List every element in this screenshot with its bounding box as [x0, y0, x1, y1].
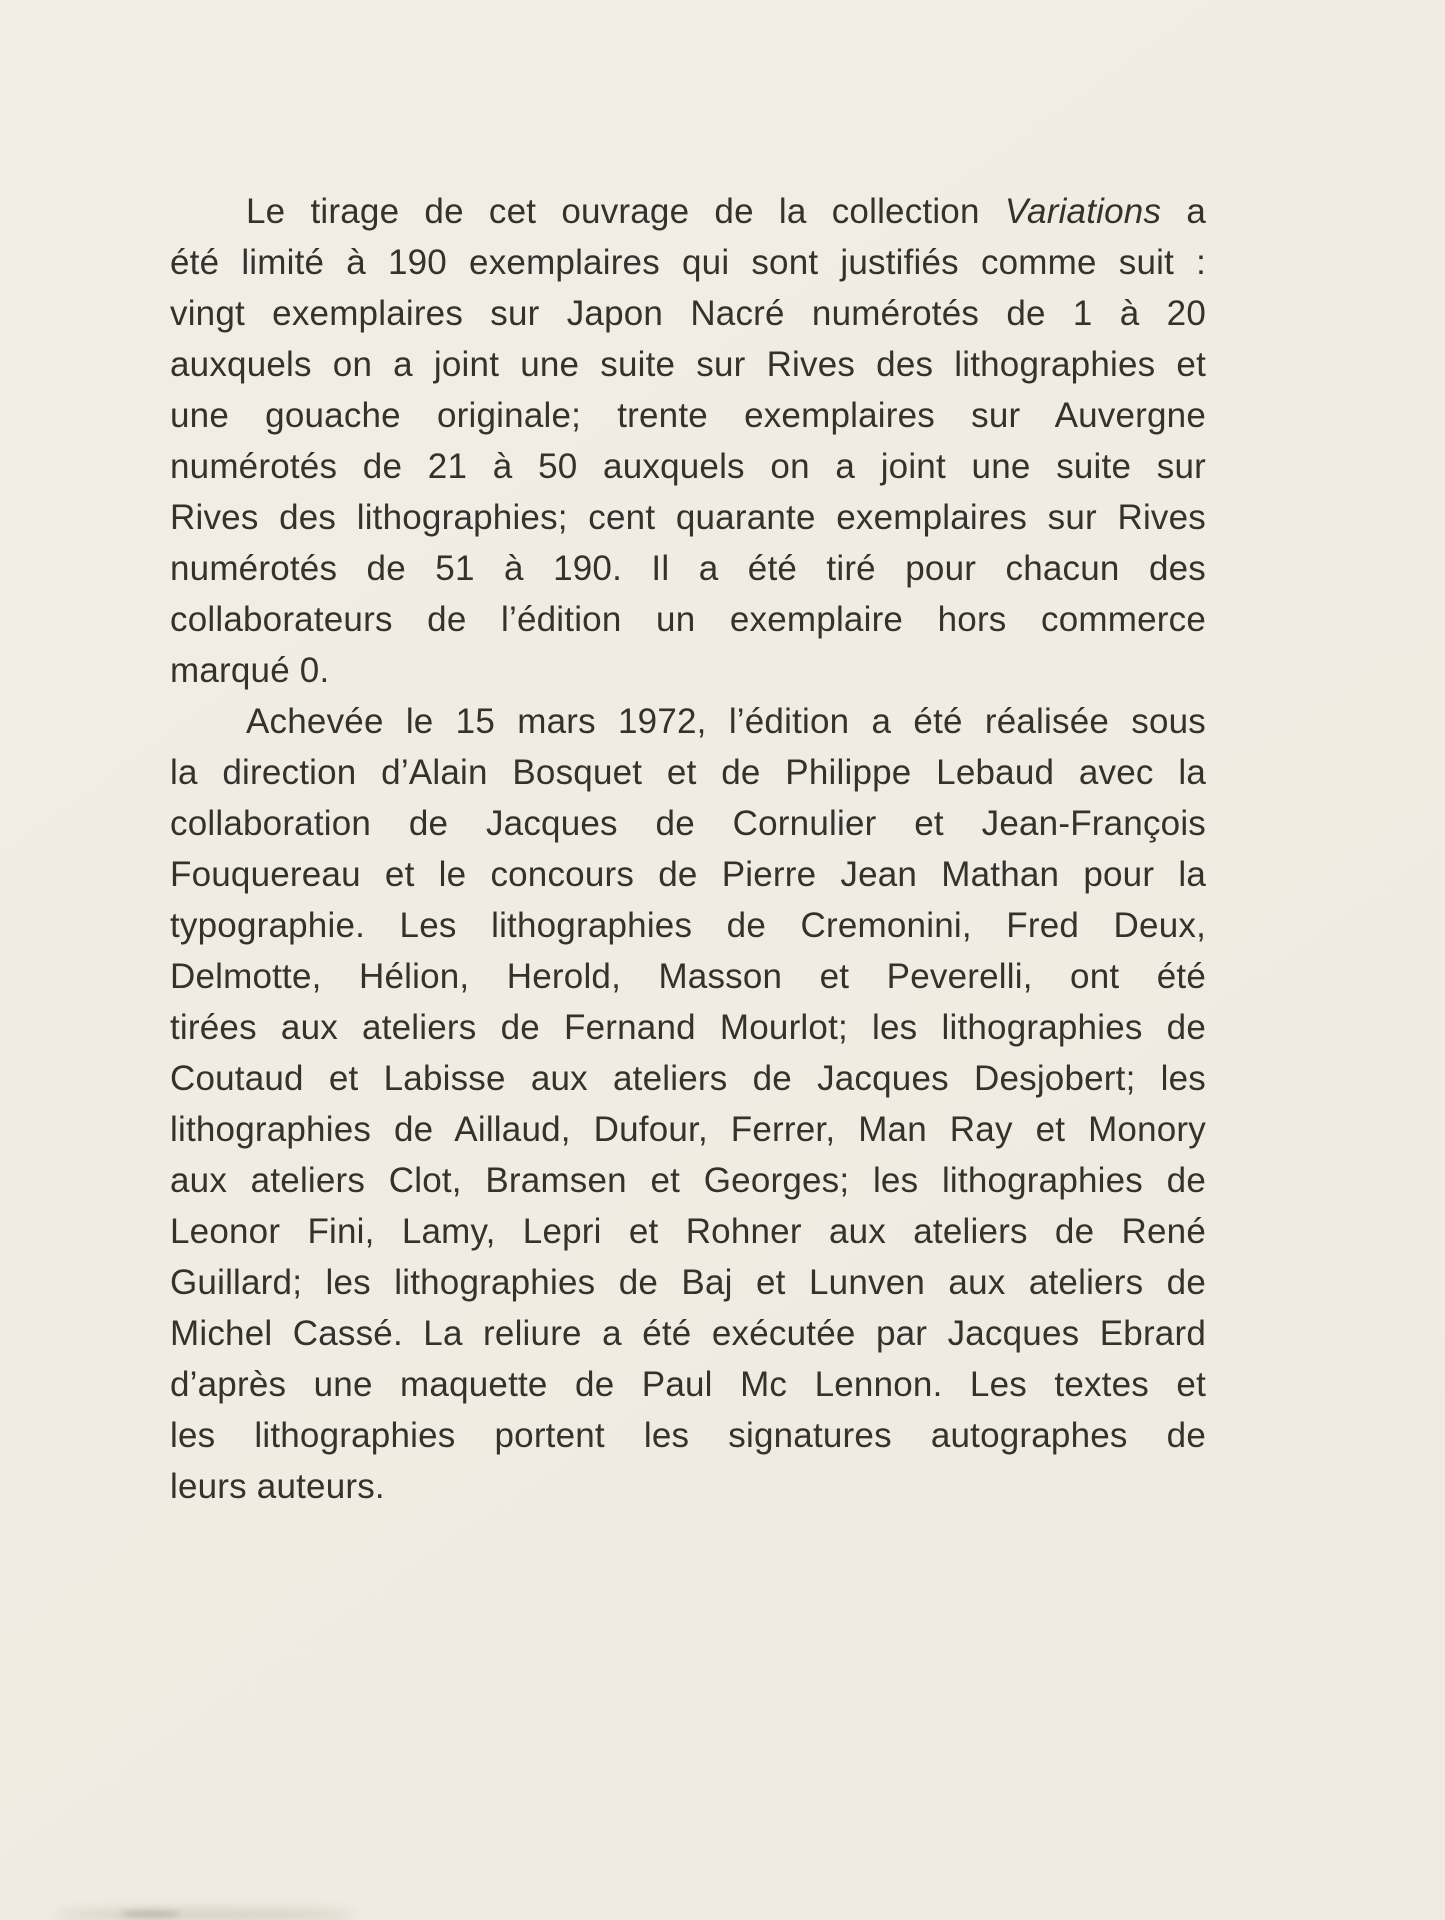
- text-line: Rives des lithographies; cent quarante exemplaires sur Rives: [170, 498, 1206, 537]
- text-line: Achevée le 15 mars 1972, l’édition a été réalisée sous: [246, 702, 1206, 741]
- text-line: [170, 186, 1206, 237]
- text-line: collaborateurs de l’édition un exemplaire hors commerce: [170, 600, 1206, 639]
- text-line: Leonor Fini, Lamy, Lepri et Rohner aux ateliers de René: [170, 1212, 1206, 1251]
- text-line: Guillard; les lithographies de Baj et Lunven aux ateliers de: [170, 1263, 1206, 1302]
- text-line: vingt exemplaires sur Japon Nacré numérotés de 1 à 20: [170, 294, 1206, 333]
- text-line: Fouquereau et le concours de Pierre Jean Mathan pour la: [170, 855, 1206, 894]
- colophon-text-block: [170, 186, 1206, 1512]
- text-line: marqué 0.: [170, 651, 330, 690]
- text-line-segment: a: [1161, 192, 1206, 231]
- text-line: été limité à 190 exemplaires qui sont justifiés comme suit :: [170, 243, 1206, 282]
- text-line: lithographies de Aillaud, Dufour, Ferrer, Man Ray et Monory: [170, 1110, 1206, 1149]
- collection-title-italic: Variations: [1004, 192, 1162, 231]
- text-line: numérotés de 21 à 50 auxquels on a joint une suite sur: [170, 447, 1206, 486]
- text-line: une gouache originale; trente exemplaires sur Auvergne: [170, 396, 1206, 435]
- paragraph-justification-tirage: [170, 186, 1206, 696]
- scan-smudge-artifact: [55, 1910, 355, 1920]
- text-line: numérotés de 51 à 190. Il a été tiré pour chacun des: [170, 549, 1206, 588]
- text-line: auxquels on a joint une suite sur Rives des lithographies et: [170, 345, 1206, 384]
- text-line: aux ateliers Clot, Bramsen et Georges; les lithographies de: [170, 1161, 1206, 1200]
- text-line: typographie. Les lithographies de Cremonini, Fred Deux,: [170, 906, 1206, 945]
- text-line: Delmotte, Hélion, Herold, Masson et Peverelli, ont été: [170, 957, 1206, 996]
- text-line-segment: Le tirage de cet ouvrage de la collection: [246, 192, 1005, 231]
- paragraph-achevement-edition: [170, 696, 1206, 1512]
- scan-smudge-artifact: [120, 1910, 180, 1918]
- text-line: Coutaud et Labisse aux ateliers de Jacques Desjobert; les: [170, 1059, 1206, 1098]
- text-line: tirées aux ateliers de Fernand Mourlot; les lithographies de: [170, 1008, 1206, 1047]
- text-line: d’après une maquette de Paul Mc Lennon. Les textes et: [170, 1365, 1206, 1404]
- text-line: les lithographies portent les signatures autographes de: [170, 1416, 1206, 1455]
- text-line: la direction d’Alain Bosquet et de Philippe Lebaud avec la: [170, 753, 1206, 792]
- text-line: collaboration de Jacques de Cornulier et Jean-François: [170, 804, 1206, 843]
- text-line: Michel Cassé. La reliure a été exécutée par Jacques Ebrard: [170, 1314, 1206, 1353]
- text-line: leurs auteurs.: [170, 1467, 385, 1506]
